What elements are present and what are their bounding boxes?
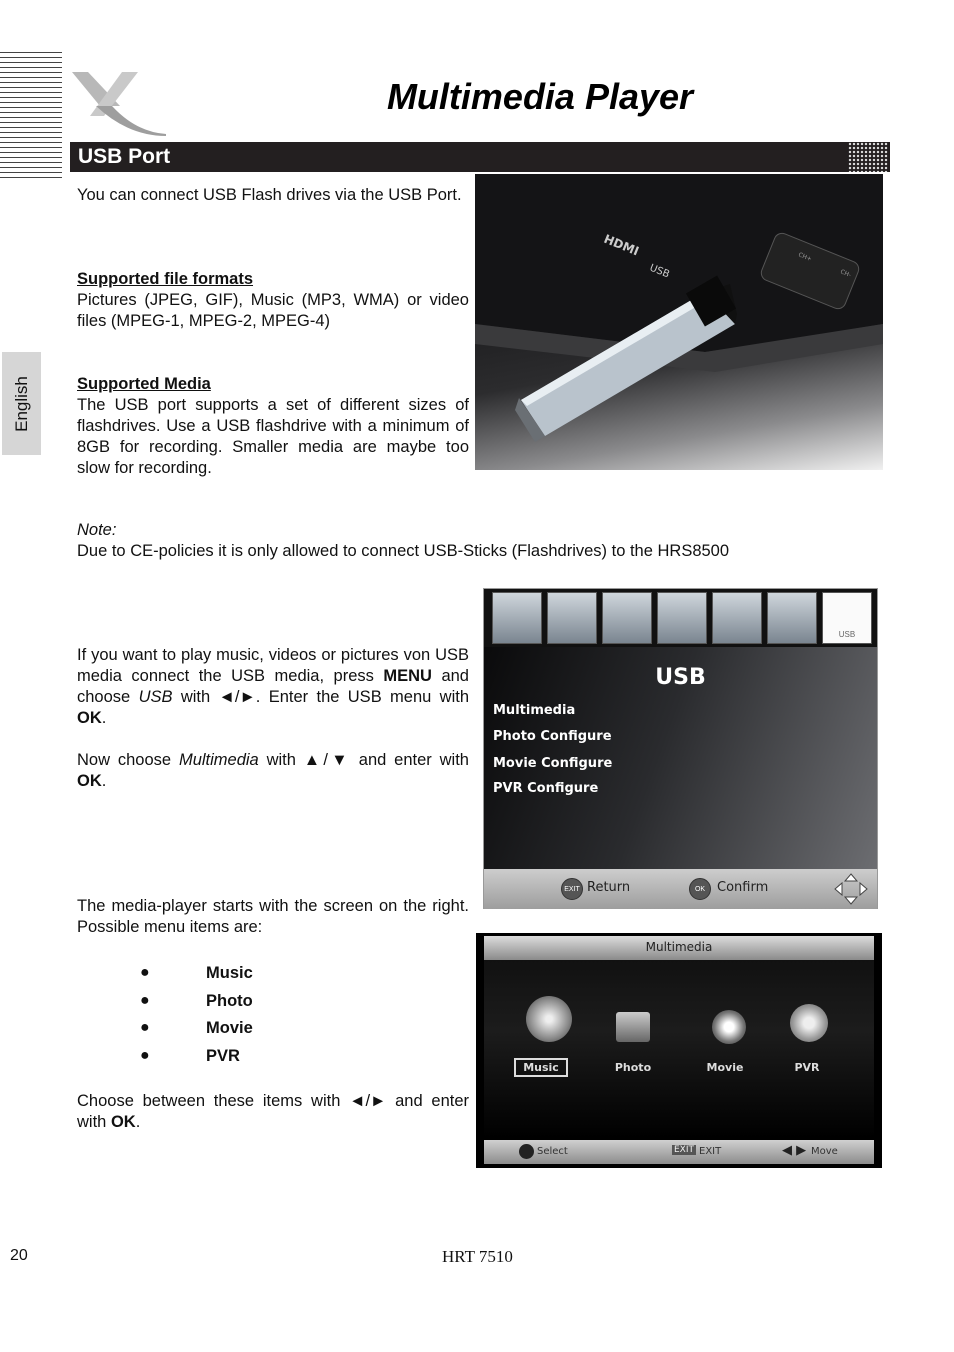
usb-menu-item: Multimedia bbox=[493, 703, 576, 718]
move-label: Move bbox=[811, 1146, 838, 1157]
multimedia-screenshot bbox=[476, 933, 882, 1168]
media-text: The USB port supports a set of different sizes of flashdrives. Use a USB flashdrive with a minimum of 8GB for recording. Smaller media are maybe too slow for recording. bbox=[77, 396, 469, 477]
clock-icon bbox=[657, 592, 707, 644]
formats-block bbox=[77, 269, 469, 332]
instruction-paragraph-2: Now choose Multimedia with ▲/▼ and enter with OK. bbox=[77, 751, 469, 790]
pvr-label: PVR bbox=[794, 1061, 820, 1074]
language-tab bbox=[2, 352, 41, 455]
music-icon bbox=[526, 996, 572, 1042]
select-label: Select bbox=[537, 1146, 568, 1157]
usb-icon: USB bbox=[822, 592, 872, 644]
exit-key-icon: EXIT bbox=[561, 878, 583, 900]
list-item: ● PVR bbox=[140, 1046, 240, 1065]
usb-icon-bar bbox=[484, 589, 877, 647]
media-block bbox=[77, 374, 469, 479]
intro-text: You can connect USB Flash drives via the USB Port. bbox=[77, 186, 462, 204]
multimedia-body bbox=[484, 960, 874, 1138]
section-bar bbox=[70, 142, 890, 172]
menu-items-list bbox=[140, 964, 340, 1074]
header-stripes bbox=[0, 52, 62, 180]
ch-down-label: CH- bbox=[839, 268, 852, 279]
usb-menu-item: PVR Configure bbox=[493, 781, 599, 796]
list-item: ● Photo bbox=[140, 991, 253, 1010]
usb-logo: USB bbox=[647, 262, 672, 281]
ok-key-icon: OK bbox=[689, 878, 711, 900]
usb-menu-screenshot bbox=[483, 588, 878, 909]
model-name: HRT 7510 bbox=[442, 1247, 513, 1266]
language-label: English bbox=[11, 375, 31, 432]
exit-key-icon: EXIT bbox=[674, 1145, 695, 1155]
instruction-paragraph-1: If you want to play music, videos or pictures von USB media connect the USB media, press MENU and choose USB with ◄/►. Enter the USB menu with OK. bbox=[77, 646, 469, 727]
multimedia-title: Multimedia bbox=[645, 940, 713, 954]
pvr-icon bbox=[790, 1004, 828, 1042]
multimedia-header bbox=[484, 936, 874, 960]
page-number: 20 bbox=[10, 1247, 28, 1264]
hdmi-logo: HDMI bbox=[601, 231, 641, 259]
satellite-icon bbox=[602, 592, 652, 644]
note-text: Due to CE-policies it is only allowed to connect USB-Sticks (Flashdrives) to the HRS8500 bbox=[77, 542, 730, 560]
confirm-label: Confirm bbox=[717, 880, 769, 895]
section-title: USB Port bbox=[78, 145, 171, 168]
note-block bbox=[77, 520, 877, 562]
photo-label: Photo bbox=[614, 1061, 652, 1074]
ch-up-label: CH+ bbox=[797, 251, 813, 263]
navigation-arrows-icon bbox=[834, 873, 868, 905]
ok-key-icon bbox=[519, 1144, 534, 1159]
usb-menu-item: Photo Configure bbox=[493, 729, 612, 744]
formats-text: Pictures (JPEG, GIF), Music (MP3, WMA) or video files (MPEG-1, MPEG-2, MPEG-4) bbox=[77, 291, 469, 330]
usb-device-photo bbox=[475, 174, 883, 470]
usb-stick-illustration bbox=[475, 174, 883, 470]
photo-icon bbox=[616, 1012, 650, 1042]
left-right-arrows-icon: ◀ ▶ bbox=[782, 1143, 807, 1158]
return-label: Return bbox=[587, 880, 631, 895]
choose-text: Choose between these items with ◄/► and enter with OK. bbox=[77, 1092, 469, 1131]
brand-logo bbox=[66, 66, 170, 140]
movie-icon bbox=[712, 1010, 746, 1044]
page-title: Multimedia Player bbox=[386, 76, 694, 117]
formats-heading: Supported file formats bbox=[77, 270, 254, 288]
gear-icon bbox=[712, 592, 762, 644]
list-item: ● Music bbox=[140, 964, 253, 982]
usb-menu-body bbox=[484, 647, 877, 869]
note-label: Note: bbox=[77, 521, 117, 539]
usb-menu-footer bbox=[484, 869, 877, 909]
instructions-block bbox=[77, 645, 469, 792]
usb-menu-title: USB bbox=[655, 665, 706, 690]
exit-label: EXIT bbox=[699, 1146, 722, 1157]
media-heading: Supported Media bbox=[77, 375, 211, 393]
usb-menu-item: Movie Configure bbox=[493, 756, 613, 771]
menu-intro-text: The media-player starts with the screen on the right. Possible menu items are: bbox=[77, 897, 469, 936]
dots-decoration bbox=[848, 142, 888, 172]
list-item: ● Movie bbox=[140, 1019, 253, 1038]
tv-icon bbox=[492, 592, 542, 644]
movie-label: Movie bbox=[706, 1061, 744, 1074]
multimedia-footer bbox=[484, 1140, 874, 1164]
picture-icon bbox=[547, 592, 597, 644]
music-label-selected: Music bbox=[514, 1058, 568, 1077]
tools-icon bbox=[767, 592, 817, 644]
